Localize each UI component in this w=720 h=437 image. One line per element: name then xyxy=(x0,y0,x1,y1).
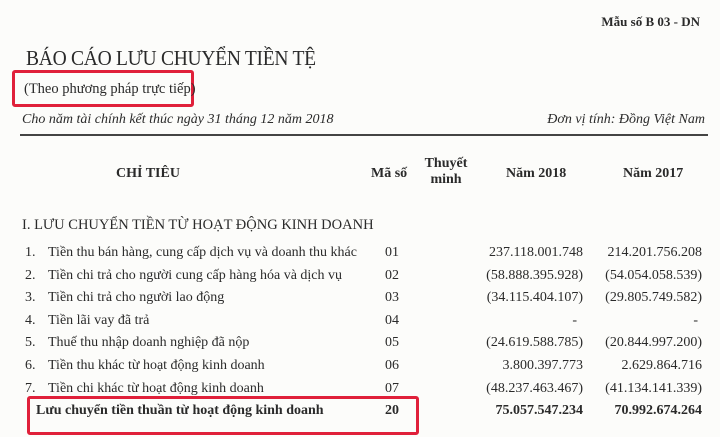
row-value-2018: (58.888.395.928) xyxy=(486,267,583,283)
row-value-2017: (29.805.749.582) xyxy=(605,290,702,306)
row-value-2017: - xyxy=(693,312,698,328)
row-value-2018: (34.115.404.107) xyxy=(486,290,583,306)
row-code: 03 xyxy=(385,290,399,306)
header-code: Mã số xyxy=(371,166,408,181)
currency-unit: Đơn vị tính: Đồng Việt Nam xyxy=(547,112,705,127)
row-label: Thuế thu nhập doanh nghiệp đã nộp xyxy=(48,335,250,351)
header-note-line1: Thuyết xyxy=(424,156,468,171)
row-value-2018: 237.118.001.748 xyxy=(489,245,583,260)
row-label: Tiền chi trả cho người lao động xyxy=(48,290,225,306)
total-2018: 75.057.547.234 xyxy=(495,403,583,418)
row-code: 02 xyxy=(385,267,399,283)
row-value-2017: (54.054.058.539) xyxy=(605,267,702,283)
section-title: I. LƯU CHUYỂN TIỀN TỪ HOẠT ĐỘNG KINH DOANH xyxy=(22,217,374,233)
row-code: 07 xyxy=(385,380,399,396)
table-row xyxy=(0,245,720,267)
row-number: 7. xyxy=(25,380,36,396)
table-row xyxy=(0,335,720,357)
form-code: Mẫu số B 03 - DN xyxy=(601,14,700,29)
row-value-2017: 214.201.756.208 xyxy=(607,245,702,260)
row-code: 05 xyxy=(385,335,399,351)
row-label: Tiền thu bán hàng, cung cấp dịch vụ và doanh thu khác xyxy=(48,245,357,260)
total-label: Lưu chuyển tiền thuần từ hoạt động kinh doanh xyxy=(36,403,324,418)
row-number: 3. xyxy=(25,290,36,306)
report-period: Cho năm tài chính kết thúc ngày 31 tháng 12 năm 2018 xyxy=(22,112,334,127)
report-subtitle: (Theo phương pháp trực tiếp) xyxy=(24,81,196,97)
row-code: 04 xyxy=(385,312,399,328)
row-value-2018: 3.800.397.773 xyxy=(502,358,583,373)
table-row xyxy=(0,358,720,380)
row-value-2018: (24.619.588.785) xyxy=(486,335,583,351)
row-value-2017: 2.629.864.716 xyxy=(621,358,702,373)
table-row xyxy=(0,313,720,335)
row-code: 01 xyxy=(385,245,399,260)
table-row xyxy=(0,290,720,312)
header-item: CHỈ TIÊU xyxy=(116,166,180,181)
header-2018: Năm 2018 xyxy=(506,166,567,181)
row-value-2018: (48.237.463.467) xyxy=(486,380,583,396)
row-number: 2. xyxy=(25,267,36,283)
report-title: BÁO CÁO LƯU CHUYỂN TIỀN TỆ xyxy=(26,46,316,70)
table-row xyxy=(0,268,720,290)
row-number: 4. xyxy=(25,312,36,328)
row-label: Tiền chi khác từ hoạt động kinh doanh xyxy=(48,380,264,396)
row-number: 1. xyxy=(25,245,36,260)
row-value-2017: (41.134.141.339) xyxy=(605,380,702,396)
header-note xyxy=(424,156,468,188)
row-value-2017: (20.844.997.200) xyxy=(605,335,702,351)
header-divider xyxy=(20,134,708,136)
row-value-2018: - xyxy=(572,312,577,328)
row-label: Tiền chi trả cho người cung cấp hàng hóa và dịch vụ xyxy=(48,267,343,283)
header-2017: Năm 2017 xyxy=(623,166,684,181)
total-row xyxy=(0,403,720,425)
row-label: Tiền lãi vay đã trả xyxy=(48,312,150,328)
row-number: 5. xyxy=(25,335,36,351)
row-code: 06 xyxy=(385,358,399,373)
total-code: 20 xyxy=(385,403,399,418)
row-label: Tiền thu khác từ hoạt động kinh doanh xyxy=(48,358,265,373)
total-2017: 70.992.674.264 xyxy=(614,403,702,418)
row-number: 6. xyxy=(25,358,36,373)
header-note-line2: minh xyxy=(430,172,462,187)
